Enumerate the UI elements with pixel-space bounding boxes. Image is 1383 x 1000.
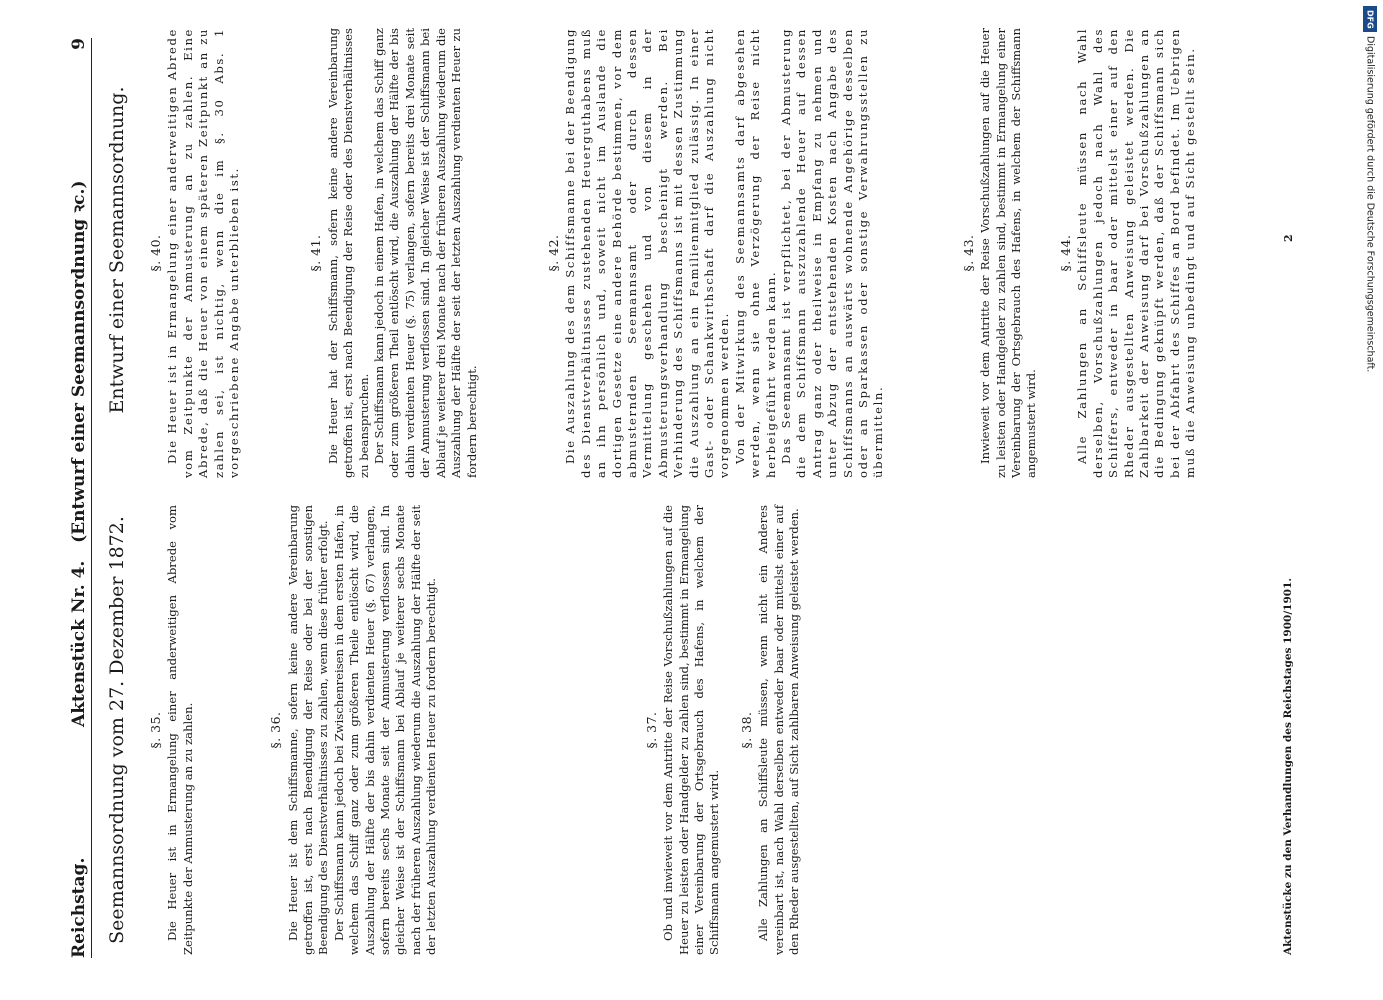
left-column-heading: Seemannsordnung vom 27. Dezember 1872.: [106, 516, 128, 944]
section-paragraph: Die Heuer ist in Ermangelung einer anderweitigen Abrede vom Zeitpunkte der Anmusterung an zu zahlen. Eine Abrede, daß die Heuer von einem späteren Zeitpunkt an zu zahlen sei, ist nichtig, wenn die im §. 30 Abs. 1 vorgeschriebene Angabe unterblieben ist.: [165, 28, 242, 478]
section-paragraph: Alle Zahlungen an Schiffsleute müssen nach Wahl derselben, Vorschußzahlungen jedoch nach Wahl des Schiffers, entweder in baar oder mittelst einer auf den Rheder ausgestellten Anweisung geleistet werden. Die Zahlbarkeit der Anweisung darf bei Vorschußzahlungen an die Bedingung geknüpft werden, daß der Schiffsmann sich bei der Abfahrt des Schiffes an Bord befindet. Im Uebrigen muß die Anweisung unbedingt und auf Sicht gestellt sein.: [1075, 28, 1198, 478]
right-column-heading: Entwurf einer Seemannsordnung.: [106, 86, 128, 414]
section-sign: §. 44.: [1057, 234, 1073, 272]
digitization-text: Digitalisierung gefördert durch die Deutsche Forschungsgemeinschaft.: [1364, 36, 1376, 373]
section-paragraph: Die Heuer ist dem Schiffsmanne, sofern keine andere Vereinbarung getroffen ist, erst nach Beendigung der Reise oder bei der sonstigen Beendigung des Dienstverhältnisses zu zahlen, wenn diese früher erfolgt.: [285, 505, 331, 955]
sheet-signature: 2: [1282, 234, 1295, 242]
section-paragraph: Die Heuer ist in Ermangelung einer anderweitigen Abrede vom Zeitpunkte der Anmusterung an zu zahlen.: [165, 505, 195, 955]
section-paragraph: Alle Zahlungen an Schiffsleute müssen, wenn nicht ein Anderes vereinbart ist, nach Wahl derselben entweder baar oder mittelst einer auf den Rheder ausgestellten, auf Sicht zahlbaren Anweisung geleistet werden.: [756, 505, 801, 955]
section-paragraph: Ob und inwieweit vor dem Antritte der Reise Vorschußzahlungen auf die Heuer zu leisten oder Handgelder zu zahlen sind, bestimmt in Ermangelung einer Vereinbarung der Ortsgebrauch des Hafens, in welchem der Schiffsmann angemustert wird.: [661, 505, 722, 955]
document-number: Aktenstück Nr. 4.: [69, 560, 89, 727]
section-paragraph: Die Auszahlung des dem Schiffsmanne bei der Beendigung des Dienstverhältnisses zustehenden Heuerguthabens muß an ihn persönlich und, soweit nicht im Auslande die dortigen Gesetze eine andere Behörde bestimmen, vor dem abmusternden Seemannsamt oder durch dessen Vermittelung geschehen und von diesem in der Abmusterungsverhandlung bescheinigt werden. Bei Verhinderung des Schiffsmanns ist mit dessen Zustimmung die Auszahlung an ein Familienmitglied zulässig. In einer Gast- oder Schankwirthschaft darf die Auszahlung nicht vorgenommen werden.: [563, 28, 732, 478]
left-column: [144, 505, 802, 955]
document-page: [20, 0, 1310, 1000]
section-sign: §. 36.: [268, 711, 284, 749]
section-sign: §. 35.: [148, 711, 163, 749]
section-sign: §. 41.: [308, 234, 324, 272]
section-paragraph: Das Seemannsamt ist verpflichtet, bei der Abmusterung die dem Schiffsmann auszuzahlende Heuer auf dessen Antrag ganz oder theilweise in Empfang zu nehmen und unter Abzug der entstehenden Kosten nach Angabe des Schiffsmanns an auswärts wohnende Angehörige desselben oder an Sparkassen oder sonstige Verwahrungsstellen zu übermitteln.: [779, 28, 886, 478]
section-sign: §. 42.: [545, 234, 561, 272]
section-sign: §. 38.: [738, 711, 754, 749]
section-paragraph: Von der Mitwirkung des Seemannsamts darf abgesehen werden, wenn sie ohne Verzögerung der Reise nicht herbeigeführt werden kann.: [732, 28, 778, 478]
right-column: [144, 28, 1199, 478]
page-number: 9: [69, 38, 89, 50]
section-sign: §. 43.: [960, 234, 976, 272]
running-head-left: Reichstag.: [69, 857, 89, 958]
section-paragraph: Der Schiffsmann kann jedoch in einem Hafen, in welchem das Schiff ganz oder zum größeren Theil entlöscht wird, die Auszahlung der Hälfte der bis dahin verdienten Heuer (§. 75) verlangen, sofern bereits drei Monate seit der Anmusterung verflossen sind. In gleicher Weise ist der Schiffsmann bei Ablauf je weiterer drei Monate nach der früheren Auszahlung wiederum die Auszahlung der Hälfte der seit der letzten Auszahlung verdienten Heuer zu fordern berechtigt.: [372, 28, 479, 478]
section-sign: §. 40.: [148, 234, 163, 272]
section-paragraph: Der Schiffsmann kann jedoch bei Zwischenreisen in dem ersten Hafen, in welchem das Schiff ganz oder zum größeren Theile entlöscht wird, die Auszahlung der Hälfte der bis dahin verdienten Heuer (§. 67) verlangen, sofern bereits sechs Monate seit der Anmusterung verflossen sind. In gleicher Weise ist der Schiffsmann bei Ablauf je weiterer sechs Monate nach der früheren Auszahlung wiederum die Auszahlung der Hälfte der seit der letzten Auszahlung verdienten Heuer zu fordern berechtigt.: [331, 505, 439, 955]
running-head-middle: [66, 181, 89, 728]
section-paragraph: Inwieweit vor dem Antritte der Reise Vorschußzahlungen auf die Heuer zu leisten oder Handgelder zu zahlen sind, bestimmt in Ermangelung einer Vereinbarung der Ortsgebrauch des Hafens, in welchem der Schiffsmann angemustert wird.: [978, 28, 1039, 478]
footer-note: Aktenstücke zu den Verhandlungen des Reichstages 1900/1901.: [1282, 577, 1294, 955]
dfg-logo-icon: DFG: [1363, 6, 1377, 32]
section-paragraph: Die Heuer hat der Schiffsmann, sofern keine andere Vereinbarung getroffen ist, erst nach Beendigung der Reise oder des Dienstverhältnisses zu beanspruchen.: [325, 28, 371, 478]
running-head: [66, 38, 92, 958]
digitization-note: [1363, 6, 1377, 986]
section-sign: §. 37.: [643, 711, 659, 749]
document-subtitle: (Entwurf einer Seemannsordnung ꝛc.): [69, 180, 89, 543]
